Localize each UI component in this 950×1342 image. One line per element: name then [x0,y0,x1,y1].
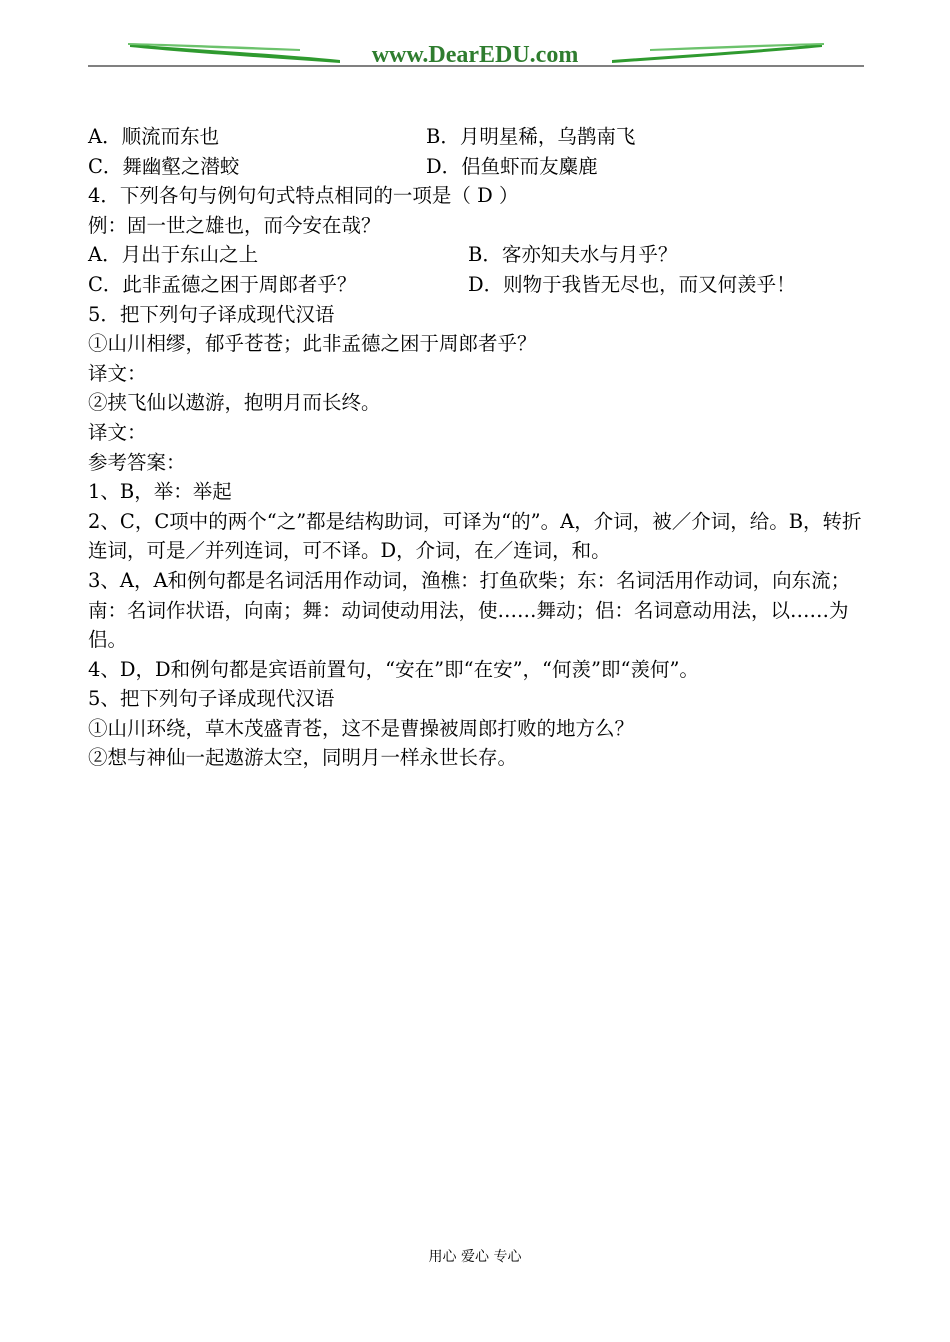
q5-translation-label-2: 译文： [88,420,147,444]
q3-options-row-1 [88,122,878,152]
q4-option-d: D．则物于我皆无尽也，而又何羡乎！ [468,272,796,296]
answer-2: 2、C，C项中的两个“之”都是结构助词，可译为“的”。A，介词，被／介词，给。B，转折连词，可是／并列连词，可不译。D，介词，在／连词，和。 [88,509,862,563]
q4-option-a: A．月出于东山之上 [88,243,259,267]
answer-3: 3、A，A和例句都是名词活用作动词，渔樵：打鱼砍柴；东：名词活用作动词，向东流；南：名词作状语，向南；舞：动词使动用法，使……舞动；侣：名词意动用法，以……为侣。 [88,568,851,652]
page-header [0,0,950,80]
q4-option-c: C．此非孟德之困于周郎者乎？ [88,272,357,296]
q4-options-row-1 [88,240,878,270]
q4-stem: 4．下列各句与例句句式特点相同的一项是（ D ） [88,184,519,208]
q5-sentence-2: ②挟飞仙以遨游，抱明月而长终。 [88,391,381,415]
answer-1: 1、B，举：举起 [88,480,232,504]
q5-translation-label-1: 译文： [88,361,147,385]
q3-option-c: C．舞幽壑之潜蛟 [88,154,240,178]
q3-option-d: D．侣鱼虾而友麋鹿 [426,154,598,178]
page-footer: 用心 爱心 专心 [428,1249,522,1265]
q5-stem: 5．把下列句子译成现代汉语 [88,302,335,326]
q4-example: 例：固一世之雄也，而今安在哉？ [88,213,381,237]
answers-title: 参考答案： [88,450,186,474]
site-logo-text: www.DearEDU.com [371,42,579,68]
header-banner [0,0,950,80]
q3-option-a: A．顺流而东也 [88,125,220,148]
document-body [88,122,878,773]
q3-option-b: B．月明星稀，乌鹊南飞 [426,125,636,148]
answer-5-1: ①山川环绕，草木茂盛青苍，这不是曹操被周郎打败的地方么？ [88,716,635,740]
q3-options-row-2 [88,152,878,182]
q4-option-b: B．客亦知夫水与月乎？ [468,243,678,267]
q5-sentence-1: ①山川相缪，郁乎苍苍；此非孟德之困于周郎者乎？ [88,332,537,356]
answer-5: 5、把下列句子译成现代汉语 [88,687,335,711]
q4-options-row-2 [88,270,878,300]
answer-4: 4、D，D和例句都是宾语前置句，“安在”即“在安”，“何羡”即“羡何”。 [88,657,699,681]
answer-5-2: ②想与神仙一起遨游太空，同明月一样永世长存。 [88,746,518,770]
